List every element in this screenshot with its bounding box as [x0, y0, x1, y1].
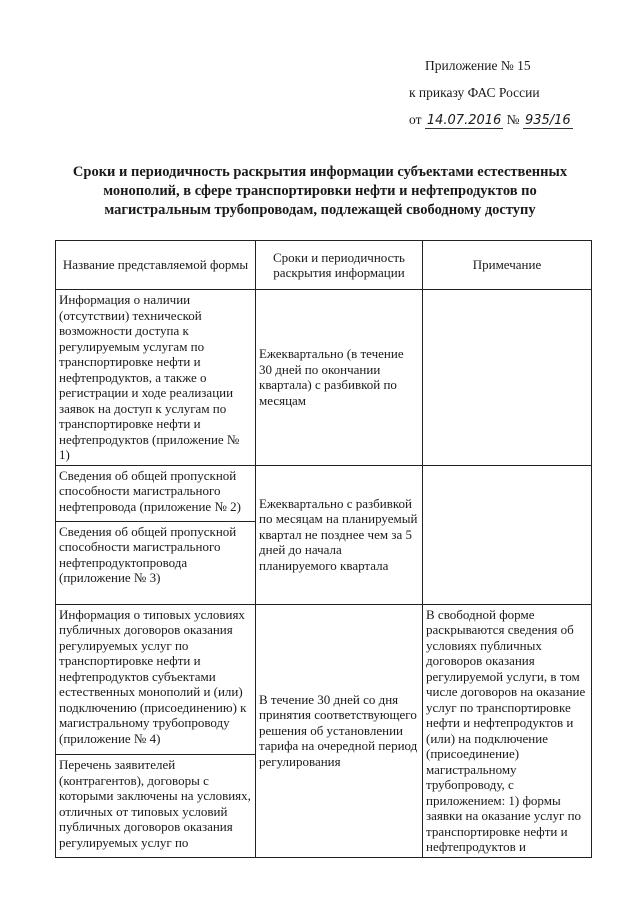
row1-period: Ежеквартально (в течение 30 дней по окончании квартала) с разбивкой по месяцам: [256, 290, 423, 466]
appendix-number: Приложение № 15: [425, 58, 531, 73]
document-title: Сроки и периодичность раскрытия информации субъектами естественных монополий, в сфере транспортировки нефти и нефтепродуктов по магистральным трубопроводам, подлежащей свободному доступу: [72, 164, 568, 218]
date-prefix: от: [409, 112, 422, 127]
handwritten-number: 935/16: [524, 113, 571, 128]
table-row: [56, 290, 592, 466]
header-form-name: Название представляемой формы: [56, 241, 256, 290]
row4-note: В свободной форме раскрываются сведения об условиях публичных договоров оказания регулируемой услуги, в том числе договоров на оказание услуг по транспортировке нефти и нефтепродуктов и (или) на подключение (присоединение) магистральному трубопроводу, с приложением: 1) формы заявки на оказание услуг по транспортировке нефти и нефтепродуктов и: [423, 604, 592, 857]
row4-form-name: Информация о типовых условиях публичных договоров оказания регулируемых услуг по транспортировке нефти и нефтепродуктов субъектами естественных монополий и (или) подключению (присоединению) к магистральному трубопроводу (приложение № 4): [56, 604, 256, 755]
header-period: Сроки и периодичность раскрытия информации: [256, 241, 423, 290]
row2-form-name: Сведения об общей пропускной способности магистрального нефтепровода (приложение № 2): [56, 465, 256, 521]
row2-note: [423, 465, 592, 604]
header-note: Примечание: [423, 241, 592, 290]
order-date-line: [409, 112, 573, 128]
order-reference: к приказу ФАС России: [409, 85, 540, 100]
table-row: [56, 465, 592, 521]
disclosure-table: [55, 240, 592, 858]
table-row: [56, 604, 592, 755]
number-sign: №: [506, 112, 520, 127]
row3-form-name: Сведения об общей пропускной способности магистрального нефтепродуктопровода (приложение № 3): [56, 521, 256, 604]
row4-period: В течение 30 дней со дня принятия соответствующего решения об установлении тарифа на очередной период регулирования: [256, 604, 423, 857]
table-header-row: [56, 241, 592, 290]
row1-note: [423, 290, 592, 466]
handwritten-date: 14.07.2016: [426, 113, 502, 128]
row1-form-name: Информация о наличии (отсутствии) технической возможности доступа к регулируемым услугам по транспортировке нефти и нефтепродуктов, а также о регистрации и ходе реализации заявок на доступ к услугам по транспортировке нефти и нефтепродуктов (приложение № 1): [56, 290, 256, 466]
row5-form-name: Перечень заявителей (контрагентов), договоры с которыми заключены на условиях, отличных от типовых условий публичных договоров оказания регулируемых услуг по: [56, 755, 256, 857]
row2-period: Ежеквартально с разбивкой по месяцам на планируемый квартал не позднее чем за 5 дней до начала планируемого квартала: [256, 465, 423, 604]
